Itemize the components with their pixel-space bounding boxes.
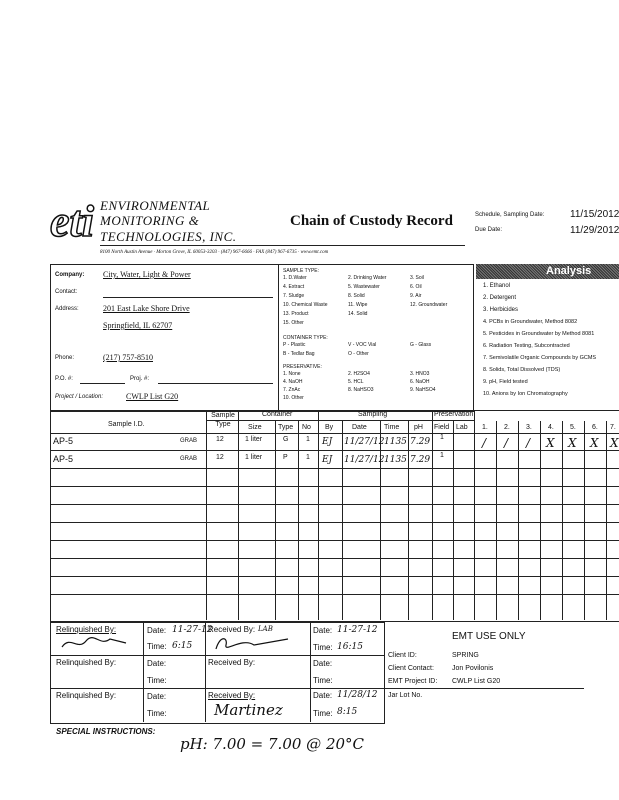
sample-table	[50, 410, 619, 622]
client-contact-label: Client Contact:	[388, 665, 434, 672]
date-label-1: Date:	[147, 626, 167, 635]
analysis-col-4: 4.	[548, 424, 554, 431]
proj-label: Proj. #:	[130, 376, 150, 382]
contact-label: Contact:	[55, 289, 78, 295]
received-label-1: Received By:	[208, 625, 256, 634]
col-container: Container	[262, 411, 293, 418]
company-value[interactable]: City, Water, Light & Power	[103, 270, 191, 279]
company-label: Company:	[55, 272, 85, 278]
page-title: Chain of Custody Record	[290, 213, 453, 229]
analysis-col-3: 3.	[526, 424, 532, 431]
company-name-1: ENVIRONMENTAL	[100, 198, 211, 213]
time-value-1[interactable]: 6:15	[172, 641, 193, 651]
company-logo	[50, 188, 96, 248]
client-id-label: Client ID:	[388, 652, 417, 659]
relinquished-label-2: Relinquished By:	[56, 658, 117, 667]
received-label-3: Received By:	[208, 691, 256, 700]
col-date: Date	[352, 424, 367, 431]
col-lab: Lab	[456, 424, 468, 431]
analysis-col-6: 6.	[592, 424, 598, 431]
project-location-value[interactable]: CWLP List G20	[126, 392, 179, 401]
received-signature-1	[212, 633, 292, 653]
received-lab-1: LAB	[258, 625, 273, 633]
analysis-col-7: 7.	[610, 424, 616, 431]
project-id-label: EMT Project ID:	[388, 678, 438, 685]
col-sample-id: Sample I.D.	[108, 421, 145, 428]
analysis-header: Analysis	[546, 265, 592, 277]
recv-date-label-2: Date:	[313, 659, 333, 668]
time-label-3: Time:	[147, 709, 167, 718]
preservative-header: PRESERVATIVE:	[283, 364, 322, 370]
col-sample-type: Sample Type	[211, 412, 235, 428]
date-label-2: Date:	[147, 659, 167, 668]
container-type-header: CONTAINER TYPE:	[283, 335, 328, 341]
col-field: Field	[434, 424, 450, 431]
sample-type-list: 1. D.Water 2. Drinking Water 3. Soil 4. Extract 5. Wastewater 6. Oil 7. Sludge 8. Solid 9. Air 10. Chemical Waste 11. Wipe 12. Groundwater 13. Product 14. Solid 15. Other	[283, 275, 448, 326]
recv-time-value-1[interactable]: 16:15	[337, 642, 363, 652]
due-date-label: Due Date:	[475, 227, 503, 233]
recv-time-label-2: Time:	[313, 676, 333, 685]
company-address: 8100 North Austin Avenue · Morton Grove, IL 60053-3203 · (847) 967-6666 · FAX (847) 967-6735 · www.emt.com	[100, 250, 329, 255]
col-sampling: Sampling	[358, 411, 388, 418]
special-instructions-text: pH: 7.00 = 7.00 @ 20°C	[180, 735, 365, 753]
relinquished-signature-1	[60, 633, 130, 653]
phone-label: Phone:	[55, 355, 75, 361]
relinquished-label-1: Relinquished By:	[56, 625, 117, 634]
jar-lot-label: Jar Lot No.	[388, 692, 423, 699]
col-no: No	[302, 424, 311, 431]
col-ph: pH	[414, 424, 423, 431]
recv-time-label-3: Time:	[313, 709, 333, 718]
analysis-col-5: 5.	[570, 424, 576, 431]
recv-date-label-3: Date:	[313, 691, 333, 700]
project-location-label: Project / Location:	[55, 394, 104, 400]
sampling-date-value: 11/15/2012	[570, 209, 619, 220]
company-name-2: MONITORING &	[100, 213, 200, 228]
col-type: Type	[278, 424, 294, 431]
recv-date-value-3[interactable]: 11/28/12	[337, 690, 378, 700]
address-label: Address:	[55, 306, 79, 312]
col-time: Time	[384, 424, 400, 431]
company-name-3: TECHNOLOGIES, INC.	[100, 229, 237, 244]
time-label-1: Time:	[147, 642, 167, 651]
relinquished-label-3: Relinquished By:	[56, 691, 117, 700]
address-line-2[interactable]: Springfield, IL 62707	[103, 321, 173, 330]
received-signature-3: Martinez	[214, 701, 283, 719]
po-label: P.O. #:	[55, 376, 73, 382]
analysis-col-1: 1.	[482, 424, 488, 431]
container-type-list: P - Plastic V - VOC Vial G - Glass B - Tedlar Bag O - Other	[283, 342, 432, 357]
address-line-1[interactable]: 201 East Lake Shore Drive	[103, 304, 190, 313]
received-label-2: Received By:	[208, 658, 256, 667]
date-value-1[interactable]: 11-27-12	[172, 625, 213, 635]
recv-date-value-1[interactable]: 11-27-12	[337, 625, 378, 635]
recv-time-label-1: Time:	[313, 643, 333, 652]
due-date-value: 11/29/2012	[570, 225, 619, 236]
analysis-list: 1. Ethanol 2. Detergent 3. Herbicides 4. PCBs in Groundwater, Method 8082 5. Pesticides in Groundwater by Method 8081 6. Radiation Testing, Subcontracted 7. Semivolatile Organic Compounds by GCMS 8. Solids, Total Dissolved (TDS) 9. pH, Field tested 10. Anions by Ion Chromatography	[483, 283, 597, 397]
sampling-date-label: Schedule, Sampling Date:	[475, 212, 545, 218]
client-id-value: SPRING	[452, 652, 479, 659]
sample-type-header: SAMPLE TYPE:	[283, 268, 320, 274]
col-size: Size	[248, 424, 262, 431]
phone-value[interactable]: (217) 757-8510	[103, 353, 153, 362]
emt-header: EMT USE ONLY	[452, 631, 526, 642]
svg-text:eti: eti	[50, 197, 94, 246]
col-preservation: Preservation	[434, 411, 474, 418]
client-contact-value: Jon Povilonis	[452, 665, 494, 672]
recv-date-label-1: Date:	[313, 626, 333, 635]
col-by: By	[325, 424, 334, 431]
time-label-2: Time:	[147, 676, 167, 685]
special-instructions-label: SPECIAL INSTRUCTIONS:	[56, 727, 156, 736]
preservative-list: 1. None 2. H2SO4 3. HNO3 4. NaOH 5. HCL 6. NaOH 7. ZnAc 8. NaHSO3 9. NaHSO4 10. Other	[283, 371, 436, 401]
date-label-3: Date:	[147, 692, 167, 701]
project-id-value: CWLP List G20	[452, 678, 501, 685]
analysis-col-2: 2.	[504, 424, 510, 431]
recv-time-value-3[interactable]: 8:15	[337, 707, 358, 717]
